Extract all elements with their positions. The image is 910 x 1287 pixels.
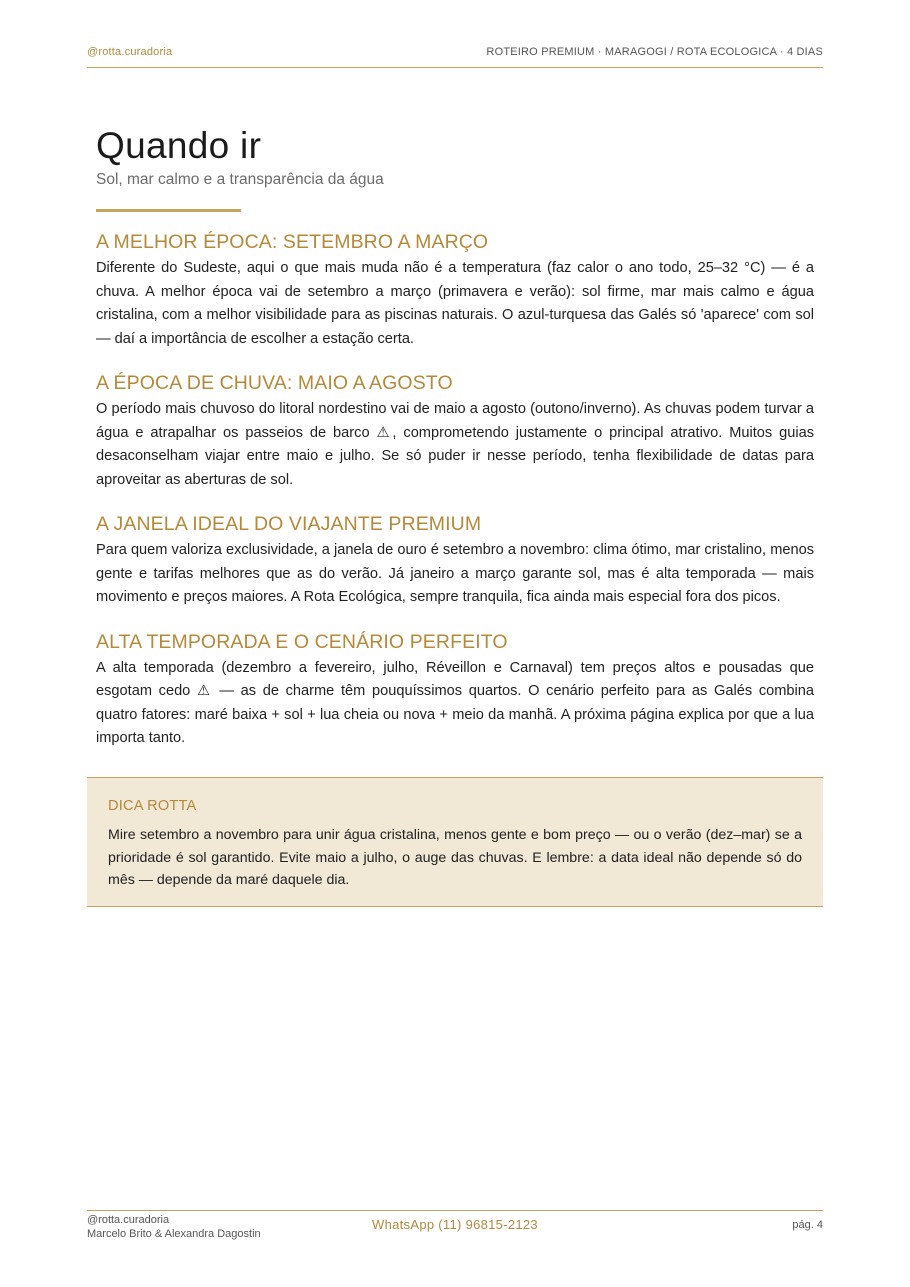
tip-box (87, 777, 823, 907)
section-heading: A ÉPOCA DE CHUVA: MAIO A AGOSTO (96, 372, 453, 394)
tip-heading: DICA ROTTA (108, 798, 197, 814)
section-body: Para quem valoriza exclusividade, a janela de ouro é setembro a novembro: clima ótimo, mar cristalino, menos gente e tarifas melhores que as do verão. Já janeiro a março garante sol, mas é alta temporada — mais movimento e preços maiores. A Rota Ecológica, sempre tranquila, fica ainda mais especial fora dos picos. (96, 542, 814, 605)
page-header (87, 46, 823, 68)
footer-authors: Marcelo Brito & Alexandra Dagostin (87, 1228, 261, 1240)
page-title: Quando ir (96, 125, 262, 166)
section-body: O período mais chuvoso do litoral nordestino vai de maio a agosto (outono/inverno). As chuvas podem turvar a água e atrapalhar os passeios de barco ⚠, comprometendo justamente o principal atrativo. Muitos guias desaconselham viajar entre maio e julho. Se só puder ir nesse período, tenha flexibilidade de datas para aproveitar as aberturas de sol. (96, 401, 814, 488)
main-content (96, 124, 814, 751)
header-document-title: ROTEIRO PREMIUM · MARAGOGI / ROTA ECOLOGICA · 4 DIAS (486, 46, 823, 58)
section-body: A alta temporada (dezembro a fevereiro, julho, Réveillon e Carnaval) tem preços altos e pousadas que esgotam cedo ⚠ — as de charme têm pouquíssimos quartos. O cenário perfeito para as Galés combina quatro fatores: maré baixa + sol + lua cheia ou nova + meio da manhã. A próxima página explica por que a lua importa tanto. (96, 659, 814, 746)
title-divider (96, 209, 241, 212)
section-heading: A MELHOR ÉPOCA: SETEMBRO A MARÇO (96, 231, 489, 253)
section-best-season (96, 229, 814, 351)
section-rainy-season (96, 370, 814, 492)
page-subtitle: Sol, mar calmo e a transparência da água (96, 171, 384, 188)
footer-whatsapp-contact[interactable]: WhatsApp (11) 96815-2123 (372, 1217, 538, 1232)
section-high-season (96, 629, 814, 751)
footer-brand[interactable]: @rotta.curadoria (87, 1214, 170, 1226)
header-brand[interactable]: @rotta.curadoria (87, 46, 173, 58)
tip-body: Mire setembro a novembro para unir água cristalina, menos gente e bom preço — ou o verão (dez–mar) se a prioridade é sol garantido. Evite maio a julho, o auge das chuvas. E lembre: a data ideal não depende só do mês — depende da maré daquele dia. (108, 827, 802, 888)
section-heading: A JANELA IDEAL DO VIAJANTE PREMIUM (96, 513, 482, 535)
section-body: Diferente do Sudeste, aqui o que mais muda não é a temperatura (faz calor o ano todo, 25–32 °C) — é a chuva. A melhor época vai de setembro a março (primavera e verão): sol firme, mar mais calmo e água cristalina, com a melhor visibilidade para as piscinas naturais. O azul-turquesa das Galés só 'aparece' com sol — daí a importância de escolher a estação certa. (96, 260, 814, 347)
page-number: pág. 4 (792, 1219, 823, 1231)
section-premium-window (96, 511, 814, 610)
section-heading: ALTA TEMPORADA E O CENÁRIO PERFEITO (96, 630, 508, 653)
page-footer (87, 1210, 823, 1251)
